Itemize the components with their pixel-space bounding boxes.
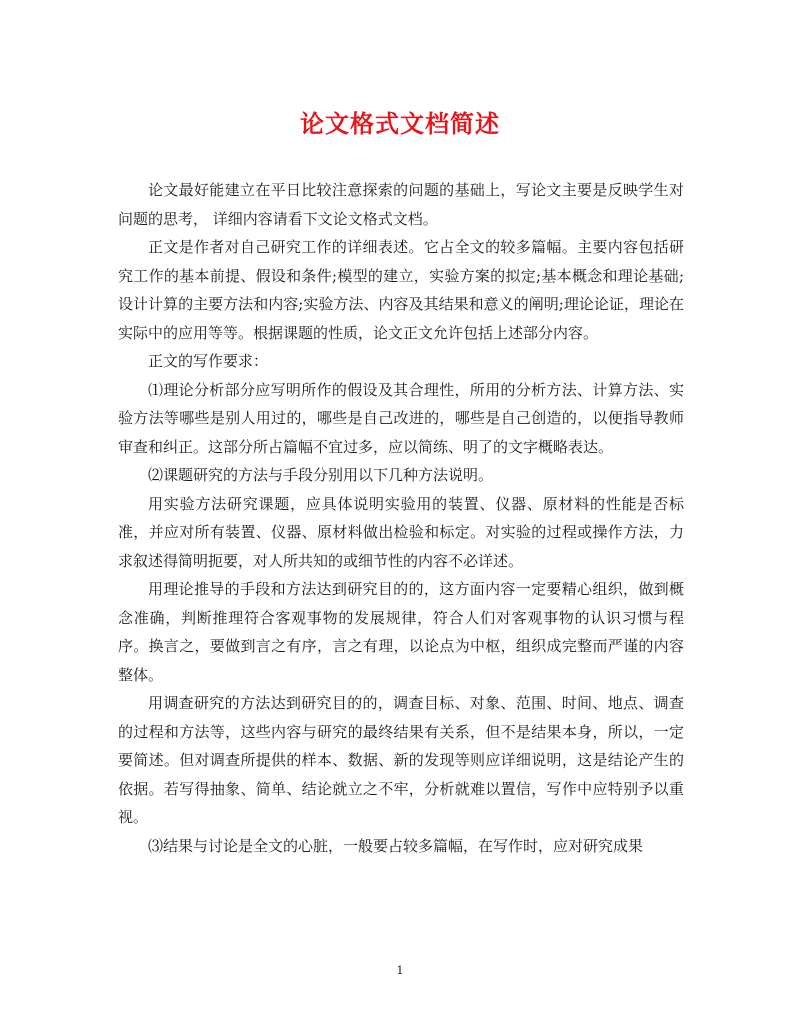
paragraph-requirements-heading: 正文的写作要求： [148,352,269,370]
document-body [118,176,684,860]
paragraph-survey-method: 用调查研究的方法达到研究目的的，调查目标、对象、范围、时间、地点、调查的过程和方法等，这些内容与研究的最终结果有关系，但不是结果本身，所以，一定要简述。但对调查所提供的样本、数据、新的发现等则应详细说明，这是结论产生的依据。若写得抽象、简单、结论就立之不牢，分析就难以置信，写作中应特别予以重视。 [118,694,684,826]
paragraph-experimental-method: 用实验方法研究课题，应具体说明实验用的装置、仪器、原材料的性能是否标准，并应对所有装置、仪器、原材料做出检验和标定。对实验的过程或操作方法，力求叙述得简明扼要，对人所共知的或细节性的内容不必详述。 [118,494,684,570]
paragraph-results-discussion: ⑶结果与讨论是全文的心脏，一般要占较多篇幅，在写作时，应对研究成果 [148,836,644,855]
paragraph-theory-analysis: ⑴理论分析部分应写明所作的假设及其合理性，所用的分析方法、计算方法、实验方法等哪些是别人用过的，哪些是自己改进的，哪些是自己创造的，以便指导教师审查和纠正。这部分所占篇幅不宜过多，应以简练、明了的文字概略表达。 [118,380,684,456]
paragraph-intro: 论文最好能建立在平日比较注意探索的问题的基础上，写论文主要是反映学生对问题的思考， 详细内容请看下文论文格式文档。 [118,181,684,228]
page-number: 1 [396,964,404,977]
paragraph-research-methods: ⑵课题研究的方法与手段分别用以下几种方法说明。 [148,466,494,484]
paragraph-theoretical-method: 用理论推导的手段和方法达到研究目的的，这方面内容一定要精心组织，做到概念准确，判断推理符合客观事物的发展规律，符合人们对客观事物的认识习惯与程序。换言之，要做到言之有序，言之有理，以论点为中枢，组织成完整而严谨的内容整体。 [118,580,684,684]
paragraph-main-text: 正文是作者对自己研究工作的详细表述。它占全文的较多篇幅。主要内容包括研究工作的基本前提、假设和条件;模型的建立，实验方案的拟定;基本概念和理论基础;设计计算的主要方法和内容;实验方法、内容及其结果和意义的阐明;理论论证，理论在实际中的应用等等。根据课题的性质，论文正文允许包括上述部分内容。 [118,238,684,342]
document-title: 论文格式文档简述 [300,109,500,138]
